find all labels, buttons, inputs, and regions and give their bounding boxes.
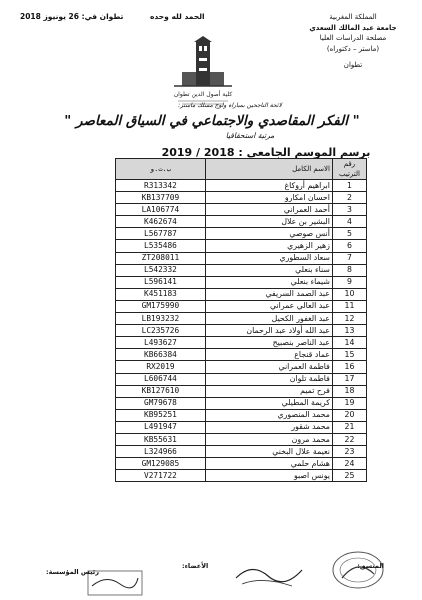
table-row xyxy=(116,240,367,252)
table-header-row xyxy=(116,159,367,180)
student-name-cell: شيماء بنعلي xyxy=(205,276,332,288)
column-header-id: ب.ت.و xyxy=(116,159,206,180)
column-header-rank: رقم الترتيب xyxy=(332,159,366,180)
table-row xyxy=(116,446,367,458)
student-name-cell: هشام حلمي xyxy=(205,458,332,470)
student-id-cell: LC235726 xyxy=(116,325,206,337)
student-name-cell: عبد الله أولاد عبد الرحمان xyxy=(205,325,332,337)
rank-cell: 1 xyxy=(332,180,366,192)
student-id-cell: L567787 xyxy=(116,228,206,240)
academic-year: برسم الموسم الجامعي : 2018 / 2019 xyxy=(161,146,371,159)
table-row xyxy=(116,313,367,325)
student-name-cell: محمد المنصوري xyxy=(205,409,332,421)
table-row xyxy=(116,228,367,240)
student-name-cell: كريمة المطيلي xyxy=(205,397,332,409)
student-id-cell: L491947 xyxy=(116,421,206,433)
admitted-students-table xyxy=(115,158,367,482)
rank-cell: 16 xyxy=(332,361,366,373)
rank-cell: 14 xyxy=(332,337,366,349)
table-row xyxy=(116,204,367,216)
student-name-cell: عبد العالي عمراني xyxy=(205,300,332,312)
table-row xyxy=(116,373,367,385)
column-header-name: الاسم الكامل xyxy=(205,159,332,180)
rank-cell: 25 xyxy=(332,470,366,482)
student-name-cell: عبد الغفور الكحيل xyxy=(205,313,332,325)
table-row xyxy=(116,337,367,349)
student-name-cell: البشير بن علال xyxy=(205,216,332,228)
student-name-cell: نعيمة علال البخني xyxy=(205,446,332,458)
table-row xyxy=(116,458,367,470)
rank-cell: 23 xyxy=(332,446,366,458)
header-line: مصلحة الدراسات العليا xyxy=(319,34,387,42)
caption-text: لائحة الناجحين بمباراة ولوج مسلك ماستر: xyxy=(178,102,282,109)
student-name-cell: أنس صوصي xyxy=(205,228,332,240)
header-basmala: الحمد لله وحده xyxy=(150,12,205,21)
table-row xyxy=(116,385,367,397)
student-id-cell: L493627 xyxy=(116,337,206,349)
student-name-cell: يونس اصبو xyxy=(205,470,332,482)
table-row xyxy=(116,397,367,409)
table-row xyxy=(116,433,367,445)
rank-cell: 15 xyxy=(332,349,366,361)
logo-label: كلية أصول الدين تطوان xyxy=(173,91,233,98)
student-id-cell: L542332 xyxy=(116,264,206,276)
table-row xyxy=(116,409,367,421)
header-line: المملكة المغربية xyxy=(329,13,377,21)
faculty-logo xyxy=(168,36,238,108)
rank-cell: 5 xyxy=(332,228,366,240)
ranking-subtitle: مرتبة استحقاقيا xyxy=(225,131,275,140)
student-name-cell: عبد الناصر بنصبيح xyxy=(205,337,332,349)
table-row xyxy=(116,216,367,228)
master-title: " الفكر المقاصدي والاجتماعي في السياق المعاصر " xyxy=(64,113,360,129)
rank-cell: 19 xyxy=(332,397,366,409)
rank-cell: 17 xyxy=(332,373,366,385)
table-row xyxy=(116,276,367,288)
table-row xyxy=(116,300,367,312)
student-id-cell: GM129085 xyxy=(116,458,206,470)
student-name-cell: فاطمة العمراني xyxy=(205,361,332,373)
header-institution xyxy=(298,12,408,71)
header-line: تطوان xyxy=(343,61,363,69)
table-row xyxy=(116,252,367,264)
student-id-cell: GM79678 xyxy=(116,397,206,409)
rank-cell: 8 xyxy=(332,264,366,276)
student-id-cell: RX2019 xyxy=(116,361,206,373)
student-name-cell: محمد شقور xyxy=(205,421,332,433)
student-name-cell: احسان امكارو xyxy=(205,192,332,204)
student-id-cell: LA106774 xyxy=(116,204,206,216)
student-id-cell: K451183 xyxy=(116,288,206,300)
table-row xyxy=(116,288,367,300)
rank-cell: 4 xyxy=(332,216,366,228)
student-id-cell: L596141 xyxy=(116,276,206,288)
student-id-cell: L324966 xyxy=(116,446,206,458)
student-name-cell: أحمد العمراني xyxy=(205,204,332,216)
rank-cell: 11 xyxy=(332,300,366,312)
student-id-cell: L535486 xyxy=(116,240,206,252)
student-name-cell: سناء بنعلي xyxy=(205,264,332,276)
header-line: جامعة عبد المالك السعدي xyxy=(309,23,397,32)
rank-cell: 13 xyxy=(332,325,366,337)
rank-cell: 20 xyxy=(332,409,366,421)
table-row xyxy=(116,421,367,433)
student-name-cell: سعاد السطوري xyxy=(205,252,332,264)
official-stamp-right xyxy=(330,548,386,592)
members-label: الأعضاء: xyxy=(182,562,209,570)
student-id-cell: KB55631 xyxy=(116,433,206,445)
table-row xyxy=(116,264,367,276)
rank-cell: 3 xyxy=(332,204,366,216)
table-row xyxy=(116,180,367,192)
student-id-cell: KB95251 xyxy=(116,409,206,421)
table-row xyxy=(116,361,367,373)
header-date: تطوان في: 26 يونيوز 2018 xyxy=(20,12,124,21)
student-name-cell: محمد مرون xyxy=(205,433,332,445)
student-id-cell: R313342 xyxy=(116,180,206,192)
student-name-cell: عبد الصمد السريفي xyxy=(205,288,332,300)
student-id-cell: KB66384 xyxy=(116,349,206,361)
rank-cell: 22 xyxy=(332,433,366,445)
student-id-cell: LB193232 xyxy=(116,313,206,325)
rank-cell: 21 xyxy=(332,421,366,433)
student-id-cell: K462674 xyxy=(116,216,206,228)
student-id-cell: L606744 xyxy=(116,373,206,385)
coordinator-label: المنسق: xyxy=(357,562,384,570)
student-name-cell: عماد قنجاع xyxy=(205,349,332,361)
president-label: رئيس المؤسسة: xyxy=(46,568,99,576)
rank-cell: 6 xyxy=(332,240,366,252)
rank-cell: 2 xyxy=(332,192,366,204)
student-id-cell: ZT208011 xyxy=(116,252,206,264)
rank-cell: 24 xyxy=(332,458,366,470)
student-name-cell: فرح تميم xyxy=(205,385,332,397)
student-name-cell: ابراهيم أروكاغ xyxy=(205,180,332,192)
table-row xyxy=(116,470,367,482)
student-id-cell: KB137709 xyxy=(116,192,206,204)
header-line: (ماستر – دكتوراه) xyxy=(326,44,380,53)
student-id-cell: KB127610 xyxy=(116,385,206,397)
rank-cell: 12 xyxy=(332,313,366,325)
student-name-cell: زهير الزهيري xyxy=(205,240,332,252)
student-id-cell: V271722 xyxy=(116,470,206,482)
rank-cell: 9 xyxy=(332,276,366,288)
table-row xyxy=(116,325,367,337)
signature-mark-coordinator xyxy=(232,558,312,592)
rank-cell: 7 xyxy=(332,252,366,264)
table-row xyxy=(116,192,367,204)
table-row xyxy=(116,349,367,361)
rank-cell: 10 xyxy=(332,288,366,300)
student-id-cell: GM175990 xyxy=(116,300,206,312)
student-name-cell: فاطمة تلوان xyxy=(205,373,332,385)
rank-cell: 18 xyxy=(332,385,366,397)
